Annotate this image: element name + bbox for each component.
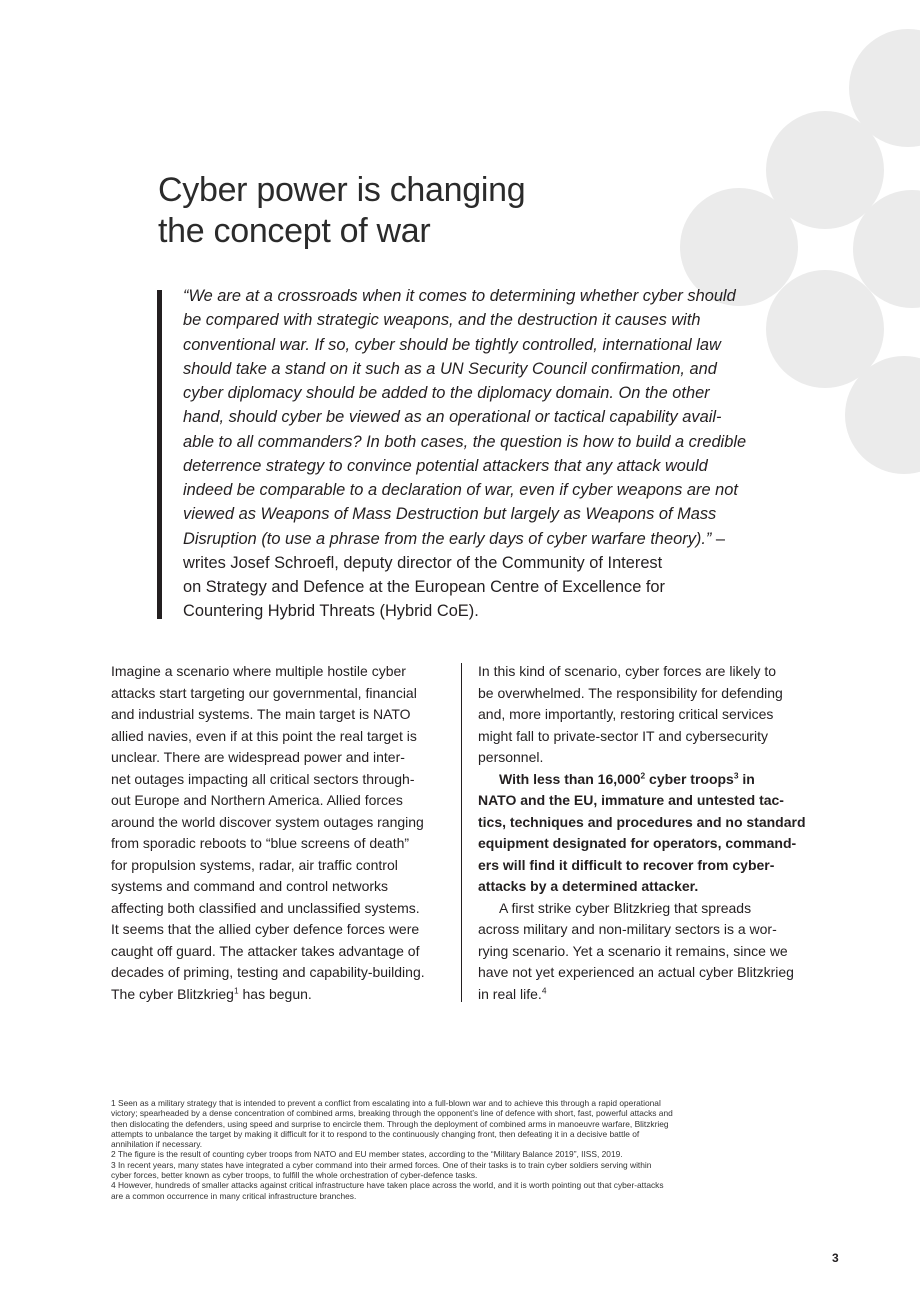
- bold-line: [478, 769, 818, 791]
- body-column-right: [478, 661, 818, 1005]
- footnote-ref: 1: [233, 984, 239, 995]
- bold-text: cyber troops: [645, 770, 734, 787]
- body-line: rying scenario. Yet a scenario it remains, since we: [478, 942, 788, 959]
- body-line: It seems that the allied cyber defence forces were: [111, 921, 420, 937]
- body-text: The cyber Blitzkrieg: [111, 985, 234, 1002]
- body-line: unclear. There are widespread power and inter-: [111, 749, 405, 765]
- body-line: and industrial systems. The main target is NATO: [111, 706, 411, 722]
- body-line: from sporadic reboots to “blue screens of death”: [111, 835, 410, 851]
- page-title: [158, 170, 525, 252]
- body-line: [478, 984, 818, 1006]
- body-line: have not yet experienced an actual cyber Blitzkrieg: [478, 964, 794, 980]
- body-line: across military and non-military sectors is a wor-: [478, 921, 777, 937]
- bold-line: ers will find it difficult to recover from cyber-: [478, 856, 775, 873]
- bold-line: equipment designated for operators, command-: [478, 835, 797, 851]
- quote-line: able to all commanders? In both cases, the question is how to build a credible: [183, 432, 747, 451]
- body-line: be overwhelmed. The responsibility for defending: [478, 684, 783, 701]
- footnote-line: then dislocating the defenders, using speed and surprise to encircle them. Through the deployment of combined arms in manoeuvre warfare, Blitzkrieg: [111, 1118, 669, 1129]
- body-line: for propulsion systems, radar, air traffic control: [111, 856, 398, 873]
- column-divider: [461, 663, 462, 1002]
- body-line: systems and command and control networks: [111, 878, 389, 894]
- quote-line: indeed be comparable to a declaration of war, even if cyber weapons are not: [183, 481, 738, 499]
- bold-line: tics, techniques and procedures and no standard: [478, 813, 806, 830]
- footnote-ref: 2: [640, 769, 646, 780]
- title-line: the concept of war: [158, 212, 431, 250]
- body-text: has begun.: [238, 985, 312, 1002]
- body-line: A first strike cyber Blitzkrieg that spreads: [499, 899, 752, 916]
- quote-attribution-line: on Strategy and Defence at the European Centre of Excellence for: [183, 578, 666, 596]
- body-line: [111, 984, 451, 1006]
- quote-line: should take a stand on it such as a UN Security Council confirmation, and: [183, 359, 717, 378]
- quote-dash: –: [711, 529, 726, 548]
- body-line: affecting both classified and unclassified systems.: [111, 899, 420, 916]
- quote-line: cyber diplomacy should be added to the diplomacy domain. On the other: [183, 384, 710, 402]
- footnote-ref: 3: [733, 769, 739, 780]
- quote-italic-part: Disruption (to use a phrase from the early days of cyber warfare theory).”: [183, 529, 712, 548]
- quote-line: be compared with strategic weapons, and the destruction it causes with: [183, 311, 701, 330]
- body-line: might fall to private-sector IT and cybersecurity: [478, 727, 768, 744]
- body-line: In this kind of scenario, cyber forces are likely to: [478, 663, 777, 679]
- body-line: decades of priming, testing and capability-building.: [111, 964, 425, 980]
- footnote-line: victory; spearheaded by a dense concentration of combined arms, breaking through the opponent’s line of defence with short, fast, powerful attacks and: [111, 1108, 673, 1119]
- body-line: attacks start targeting our governmental, financial: [111, 684, 417, 701]
- body-text: in real life.: [478, 985, 542, 1002]
- page-number: 3: [832, 1251, 839, 1265]
- body-line: net outages impacting all critical sectors through-: [111, 770, 415, 787]
- footnote-line: 4 However, hundreds of smaller attacks against critical infrastructure have taken place across the world, and it is worth pointing out that cyber-attacks: [111, 1180, 664, 1191]
- body-line: caught off guard. The attacker takes advantage of: [111, 942, 420, 959]
- quote-line: hand, should cyber be viewed as an operational or tactical capability avail-: [183, 408, 722, 427]
- quote-bar: [157, 290, 162, 619]
- quote-line: viewed as Weapons of Mass Destruction but largely as Weapons of Mass: [183, 505, 717, 524]
- footnote-ref: 4: [541, 984, 547, 995]
- quote-line: deterrence strategy to convince potential attackers that any attack would: [183, 456, 708, 475]
- title-line: Cyber power is changing: [158, 171, 526, 209]
- bold-text: in: [738, 770, 755, 787]
- footnote-line: are a common occurrence in many critical infrastructure branches.: [111, 1190, 357, 1201]
- quote-line: “We are at a crossroads when it comes to determining whether cyber should: [183, 287, 736, 305]
- body-line: around the world discover system outages ranging: [111, 813, 424, 830]
- quote-attribution-line: writes Josef Schroefl, deputy director of the Community of Interest: [183, 553, 663, 572]
- footnote-line: 3 In recent years, many states have integrated a cyber command into their armed forces. One of their tasks is to train cyber soldiers serving within: [111, 1159, 652, 1170]
- footnote-line: 2 The figure is the result of counting cyber troops from NATO and EU member states, according to the “Military Balance 2019”, IISS, 2019.: [111, 1149, 623, 1160]
- footnote-line: 1 Seen as a military strategy that is intended to prevent a conflict from escalating into a full-blown war and to achieve this through a rapid operational: [111, 1098, 661, 1108]
- body-column-left: [111, 661, 451, 1005]
- footnotes: [111, 1098, 811, 1201]
- quote-line: [183, 527, 763, 551]
- body-line: out Europe and Northern America. Allied forces: [111, 792, 403, 808]
- body-line: Imagine a scenario where multiple hostile cyber: [111, 663, 406, 679]
- footnote-line: cyber forces, better known as cyber troops, to fulfill the whole orchestration of cyber-defence tasks.: [111, 1170, 478, 1181]
- body-line: allied navies, even if at this point the real target is: [111, 727, 417, 744]
- footnote-line: attempts to unbalance the target by making it difficult for it to respond to the continuously changing front, then defeating it in a decisive battle of: [111, 1128, 640, 1139]
- bold-line: NATO and the EU, immature and untested tac-: [478, 792, 784, 808]
- quote-attribution-line: Countering Hybrid Threats (Hybrid CoE).: [183, 602, 479, 621]
- body-line: personnel.: [478, 749, 544, 765]
- footnote-line: annihilation if necessary.: [111, 1139, 203, 1150]
- bold-line: attacks by a determined attacker.: [478, 878, 699, 894]
- pull-quote: [183, 284, 763, 624]
- bold-text: With less than 16,000: [499, 770, 641, 787]
- quote-line: conventional war. If so, cyber should be tightly controlled, international law: [183, 335, 721, 354]
- body-line: and, more importantly, restoring critical services: [478, 706, 774, 722]
